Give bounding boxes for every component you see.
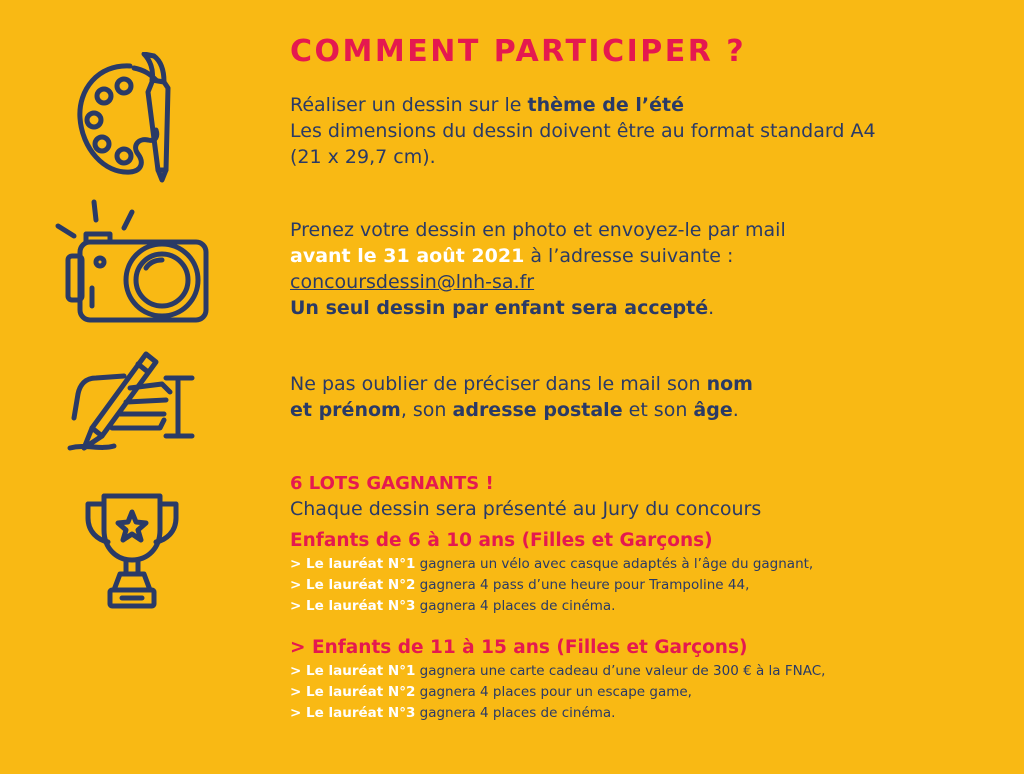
step2-line2: avant le 31 août 2021 à l’adresse suivante :: [290, 245, 734, 267]
step3-line2: et prénom, son adresse postale et son âge.: [290, 399, 739, 421]
step1-line2: Les dimensions du dessin doivent être au format standard A4: [290, 120, 876, 142]
trophy-icon: [80, 490, 184, 612]
one-drawing-rule: Un seul dessin par enfant sera accepté: [290, 297, 709, 319]
email-link[interactable]: concoursdessin@lnh-sa.fr: [290, 271, 535, 293]
group-6-10-title: Enfants de 6 à 10 ans (Filles et Garçons): [290, 530, 713, 551]
list-item: > Le lauréat N°2 gagnera 4 places pour un escape game,: [290, 684, 692, 700]
step-details: [290, 371, 753, 423]
list-item: > Le lauréat N°1 gagnera une carte cadeau d’une valeur de 300 € à la FNAC,: [290, 663, 826, 679]
step2-line4: Un seul dessin par enfant sera accepté.: [290, 297, 715, 319]
step-drawing: [290, 92, 876, 170]
step-send-photo: [290, 217, 786, 321]
prizes-section: [290, 472, 825, 724]
step1-line1: Réaliser un dessin sur le thème de l’été: [290, 94, 684, 116]
step1-line3: (21 x 29,7 cm).: [290, 146, 436, 168]
prizes-intro: Chaque dessin sera présenté au Jury du concours: [290, 498, 762, 520]
step2-line1: Prenez votre dessin en photo et envoyez-le par mail: [290, 219, 786, 241]
page-title: COMMENT PARTICIPER ?: [290, 34, 747, 69]
theme-highlight: thème de l’été: [527, 94, 684, 116]
step2-line3: [290, 269, 786, 295]
list-item: > Le lauréat N°2 gagnera 4 pass d’une heure pour Trampoline 44,: [290, 577, 750, 593]
palette-icon: [72, 52, 184, 184]
hand-writing-icon: [66, 348, 198, 452]
deadline-highlight: avant le 31 août 2021: [290, 245, 525, 267]
list-item: > Le lauréat N°1 gagnera un vélo avec casque adaptés à l’âge du gagnant,: [290, 556, 814, 572]
step3-line1: Ne pas oublier de préciser dans le mail son nom: [290, 373, 753, 395]
list-item: > Le lauréat N°3 gagnera 4 places de cinéma.: [290, 598, 616, 614]
group-11-15-title: > Enfants de 11 à 15 ans (Filles et Garçons): [290, 637, 748, 658]
camera-icon: [52, 198, 212, 326]
list-item: > Le lauréat N°3 gagnera 4 places de cinéma.: [290, 705, 616, 721]
prizes-heading: 6 LOTS GAGNANTS !: [290, 473, 494, 494]
